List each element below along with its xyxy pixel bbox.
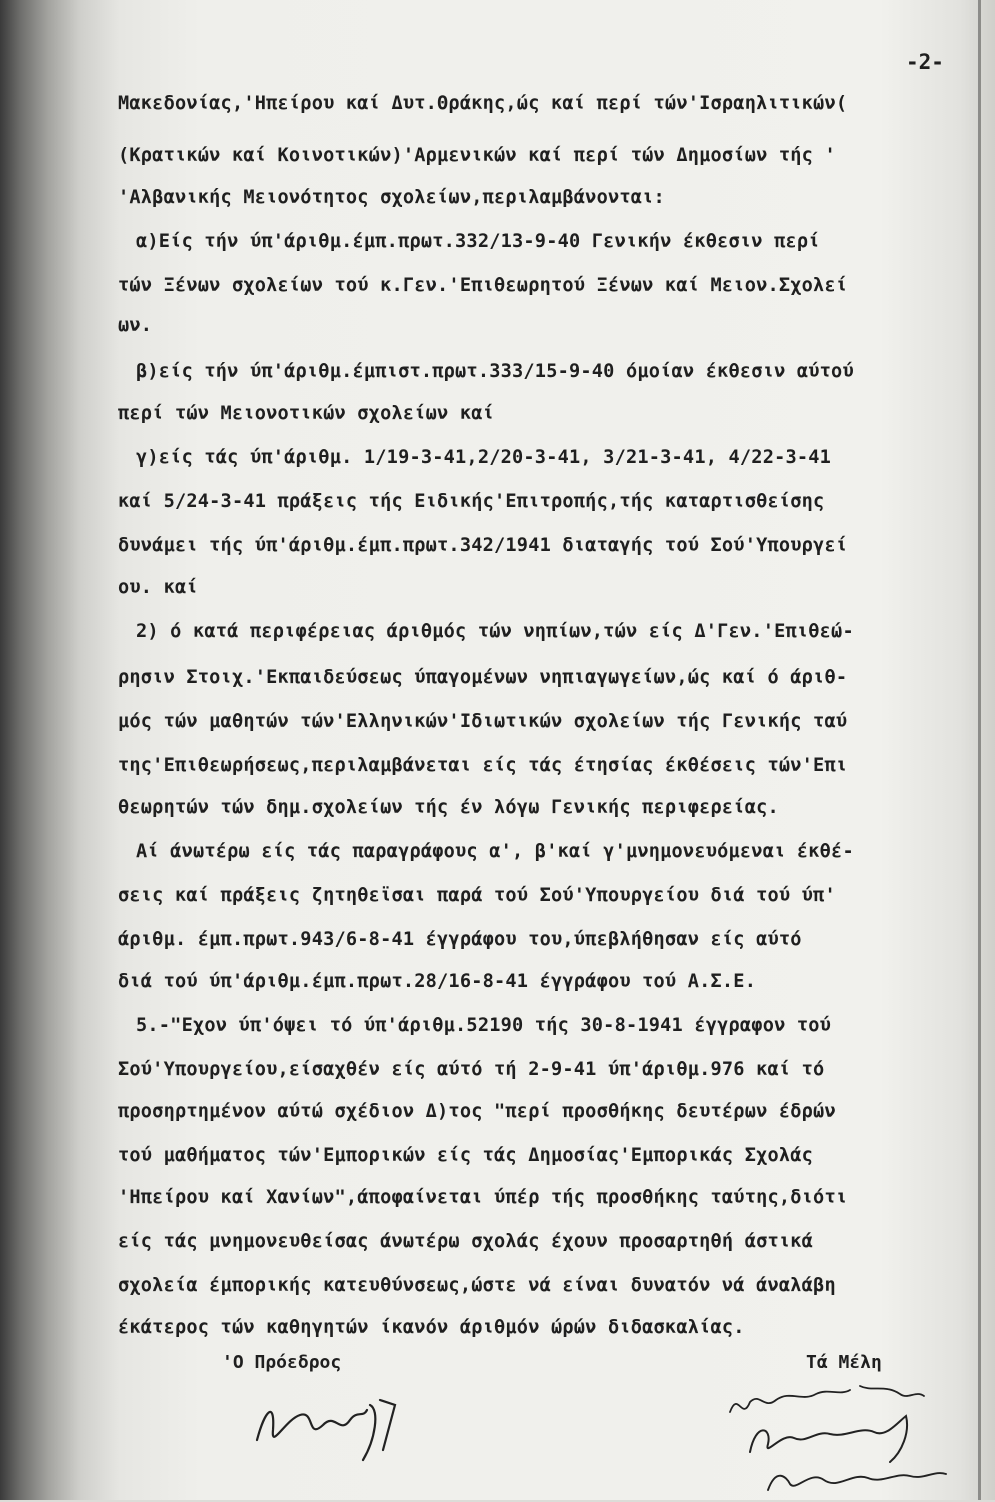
body-line: α)Είς τήν ύπ'άριθμ.έμπ.πρωτ.332/13-9-40 Γενικήν έκθεσιν περί (136, 231, 820, 252)
body-line: άριθμ. έμπ.πρωτ.943/6-8-41 έγγράφου του,ύπεβλήθησαν είς αύτό (118, 929, 802, 950)
body-line: (Κρατικών καί Κοινοτικών)'Αρμενικών καί περί τών Δημοσίων τής ' (118, 145, 836, 166)
body-line: τού μαθήματος τών'Εμπορικών είς τάς Δημοσίας'Εμπορικάς Σχολάς (118, 1145, 814, 1166)
body-line: έκάτερος τών καθηγητών ίκανόν άριθμόν ώρών διδασκαλίας. (118, 1317, 745, 1338)
members-label: Τά Μέλη (806, 1352, 882, 1373)
body-line: 5.-"Εχον ύπ'όψει τό ύπ'άριθμ.52190 τής 30-8-1941 έγγραφον τού (136, 1015, 832, 1036)
body-line: 2) ό κατά περιφέρειας άριθμός τών νηπίων,τών είς Δ'Γεν.'Επιθεώ- (136, 621, 854, 642)
body-line: θεωρητών τών δημ.σχολείων τής έν λόγω Γενικής περιφερείας. (118, 797, 779, 818)
body-line: ων. (118, 315, 153, 336)
body-line: ου. καί (118, 577, 198, 598)
body-line: σεις καί πράξεις ζητηθεϊσαι παρά τού Σού'Υπουργείου διά τού ύπ' (118, 885, 836, 906)
body-line: γ)είς τάς ύπ'άριθμ. 1/19-3-41,2/20-3-41, 3/21-3-41, 4/22-3-41 (136, 447, 832, 468)
page-number: -2- (906, 50, 944, 74)
body-line: περί τών Μειονοτικών σχολείων καί (118, 403, 495, 424)
body-line: τών Ξένων σχολείων τού κ.Γεν.'Επιθεωρητού Ξένων καί Μειον.Σχολεί (118, 275, 848, 296)
body-line: ρησιν Στοιχ.'Εκπαιδεύσεως ύπαγομένων νηπιαγωγείων,ώς καί ό άριθ- (118, 667, 848, 688)
body-line: Αί άνωτέρω είς τάς παραγράφους α', β'καί γ'μνημονευόμεναι έκθέ- (136, 841, 854, 862)
president-label: 'Ο Πρόεδρος (222, 1352, 342, 1373)
body-line: της'Επιθεωρήσεως,περιλαμβάνεται είς τάς έτησίας έκθέσεις τών'Επι (118, 755, 848, 776)
body-line: διά τού ύπ'άριθμ.έμπ.πρωτ.28/16-8-41 έγγράφου τού Α.Σ.Ε. (118, 971, 757, 992)
body-line: 'Αλβανικής Μειονότητος σχολείων,περιλαμβάνονται: (118, 187, 665, 208)
body-line: 'Ηπείρου καί Χανίων",άποφαίνεται ύπέρ τής προσθήκης ταύτης,διότι (118, 1187, 848, 1208)
body-line: β)είς τήν ύπ'άριθμ.έμπιστ.πρωτ.333/15-9-40 όμοίαν έκθεσιν αύτού (136, 361, 854, 382)
body-line: Μακεδονίας,'Ηπείρου καί Δυτ.Θράκης,ώς καί περί τών'Ισραηλιτικών( (118, 93, 848, 114)
body-line: σχολεία έμπορικής κατευθύνσεως,ώστε νά είναι δυνατόν νά άναλάβη (118, 1275, 836, 1296)
body-line: καί 5/24-3-41 πράξεις τής Ειδικής'Επιτροπής,τής καταρτισθείσης (118, 491, 825, 512)
body-line: δυνάμει τής ύπ'άριθμ.έμπ.πρωτ.342/1941 διαταγής τού Σού'Υπουργεί (118, 535, 848, 556)
body-line: είς τάς μνημονευθείσας άνωτέρω σχολάς έχουν προσαρτηθή άστικά (118, 1231, 814, 1252)
page-edge-shadow (978, 0, 981, 1500)
body-line: προσηρτημένον αύτώ σχέδιον Δ)τος "περί προσθήκης δευτέρων έδρών (118, 1101, 836, 1122)
body-line: μός τών μαθητών τών'Ελληνικών'Ιδιωτικών σχολείων τής Γενικής ταύ (118, 711, 848, 732)
body-line: Σού'Υπουργείου,είσαχθέν είς αύτό τή 2-9-41 ύπ'άριθμ.976 καί τό (118, 1059, 825, 1080)
